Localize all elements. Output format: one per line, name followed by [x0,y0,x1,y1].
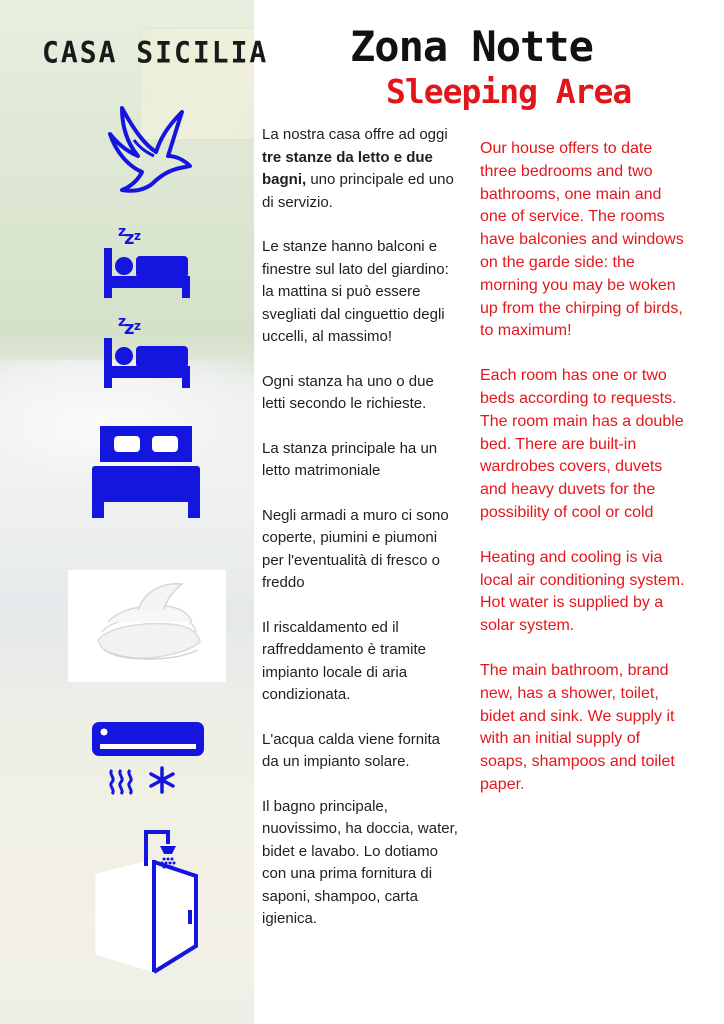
title-english: Sleeping Area [386,72,632,111]
highlighted-text: tre stanze da letto e due bagni, [262,148,433,188]
italian-text-column [262,124,458,953]
svg-text:z: z [134,229,141,243]
italian-paragraph: Il riscaldamento ed il raffreddamento è tramite impianto locale di aria condizionata. [262,618,426,703]
svg-text:z: z [124,318,135,339]
english-paragraph: Heating and cooling is via local air conditioning system. Hot water is supplied by a solar system. [480,548,685,635]
italian-paragraph [262,124,458,214]
italian-paragraph: Il bagno principale, nuovissimo, ha doccia, water, bidet e lavabo. Lo dotiamo con una prima fornitura di saponi, shampoo, carta igienica. [262,797,458,927]
dove-icon [104,100,200,196]
svg-text:z: z [134,319,141,333]
italian-paragraph: Le stanze hanno balconi e finestre sul lato del giardino: la mattina si può essere svegliati dal cinguettio degli uccelli, al massimo! [262,238,449,345]
air-conditioner-icon [90,720,206,800]
italian-paragraph: L'acqua calda viene fornita da un impianto solare. [262,730,440,770]
italian-paragraph: Negli armadi a muro ci sono coperte, piumini e piumoni per l'eventualità di fresco o freddo [262,506,449,591]
svg-text:z: z [124,228,135,249]
sleeping-bed-icon [102,218,194,300]
text-span: uno principale ed uno di servizio. [262,171,454,211]
english-paragraph: Our house offers to date three bedrooms and two bathrooms, one main and one of service. The rooms have balconies and windows on the garde side: the morning you may be woken up from the chirping of birds, to maximum! [480,140,684,340]
brand-title: CASA SICILIA [42,35,269,70]
italian-paragraph: Ogni stanza ha uno o due letti secondo le richieste. [262,372,434,412]
text-span: La nostra casa offre ad oggi [262,126,448,143]
english-text-column [480,138,690,819]
title-italian: Zona Notte [350,22,593,71]
italian-paragraph: La stanza principale ha un letto matrimoniale [262,439,438,479]
english-paragraph: The main bathroom, brand new, has a shower, toilet, bidet and sink. We supply it with an initial supply of soaps, shampoos and toilet paper. [480,661,675,793]
duvet-photo [68,570,226,682]
double-bed-icon [88,422,204,520]
sleeping-bed-icon [102,308,194,390]
svg-text:z: z [118,314,127,330]
svg-text:z: z [118,224,127,240]
english-paragraph: Each room has one or two beds according to requests. The room main has a double bed. There are built-in wardrobes covers, duvets and heavy duvets for the possibility of cool or cold [480,367,684,521]
shower-cabin-icon [90,826,210,976]
